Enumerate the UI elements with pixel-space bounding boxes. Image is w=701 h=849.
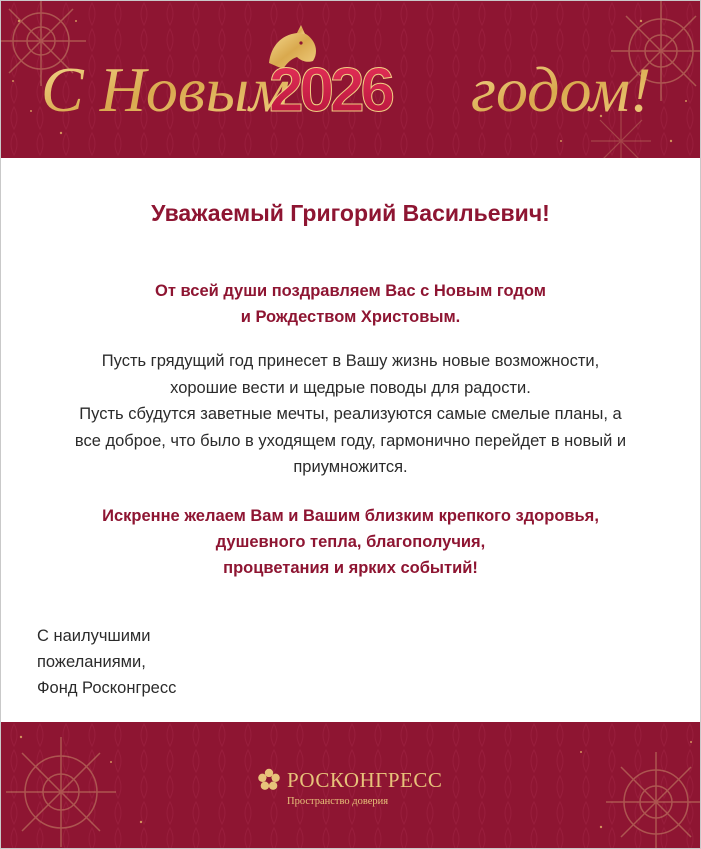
brand-name: РОСКОНГРЕСС bbox=[287, 768, 443, 792]
letter-body bbox=[1, 158, 700, 721]
signature-line: Фонд Росконгресс bbox=[37, 679, 177, 697]
body-paragraph bbox=[1, 348, 700, 481]
wishes-paragraph bbox=[1, 503, 700, 581]
greeting-before-text: С Новым bbox=[41, 54, 290, 125]
footer-banner bbox=[1, 722, 700, 848]
body-line: все доброе, что было в уходящем году, гармонично перейдет в новый и bbox=[74, 431, 627, 450]
body-line: Пусть грядущий год принесет в Вашу жизнь новые возможности, bbox=[101, 352, 600, 370]
lead-line: и Рождеством Христовым. bbox=[240, 308, 461, 326]
lead-paragraph bbox=[1, 278, 700, 330]
roscongress-logo-icon bbox=[257, 768, 281, 792]
salutation: Уважаемый Григорий Васильевич! bbox=[151, 200, 550, 226]
signature bbox=[37, 623, 176, 701]
roscongress-brand[interactable] bbox=[257, 768, 457, 818]
body-line: Пусть сбудутся заветные мечты, реализуются самые смелые планы, а bbox=[79, 405, 622, 423]
year-text: 2026 bbox=[269, 56, 391, 125]
snowflake-icon bbox=[6, 737, 116, 847]
body-line: хорошие вести и щедрые поводы для радости. bbox=[170, 378, 531, 397]
brand-tagline: Пространство доверия bbox=[287, 796, 389, 807]
wishes-line: Искренне желаем Вам и Вашим близким крепкого здоровья, bbox=[102, 507, 599, 525]
header-banner bbox=[1, 1, 700, 158]
new-year-greeting bbox=[1, 1, 700, 158]
wishes-line: процветания и ярких событий! bbox=[223, 559, 478, 577]
lead-line: От всей души поздравляем Вас с Новым годом bbox=[155, 282, 546, 300]
signature-line: С наилучшими bbox=[37, 627, 151, 645]
wishes-line: душевного тепла, благополучия, bbox=[215, 533, 486, 551]
greeting-after-text: годом! bbox=[471, 54, 652, 125]
body-line: приумножится. bbox=[293, 458, 408, 476]
signature-line: пожеланиями, bbox=[37, 653, 146, 671]
